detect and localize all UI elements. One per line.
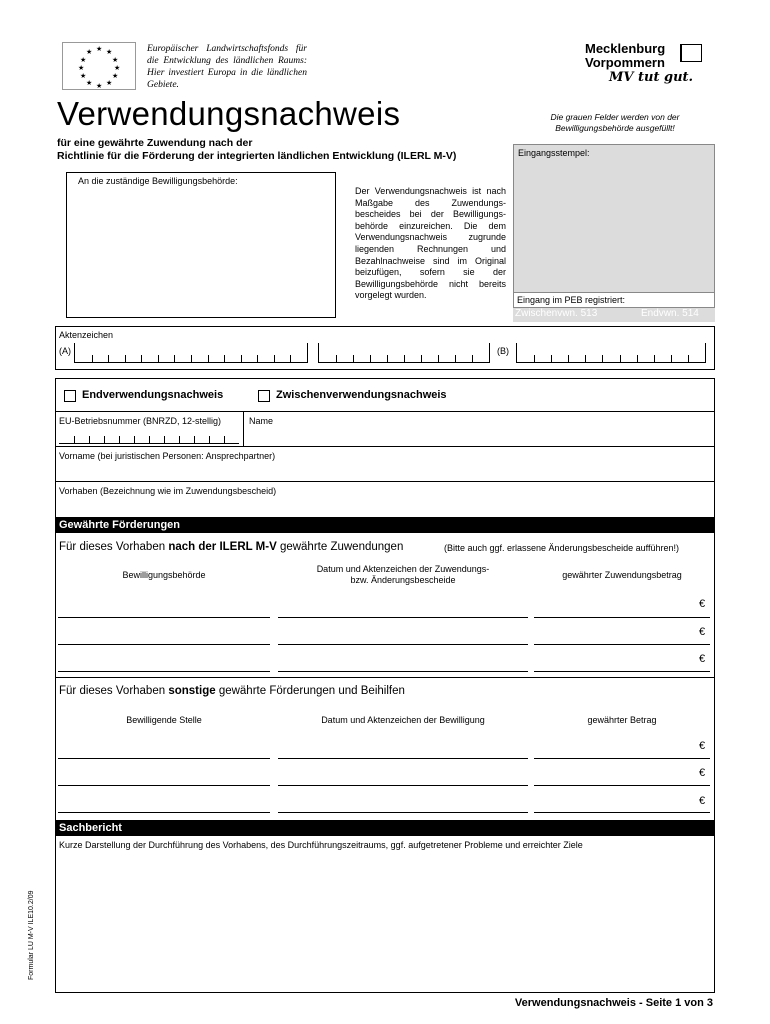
sonstige-heading-pre: Für dieses Vorhaben <box>59 685 169 697</box>
zwischen-checkbox[interactable] <box>258 390 270 402</box>
col-datum-line2: bzw. Änderungsbescheide <box>350 575 456 585</box>
foerderungen-section-bar: Gewährte Förderungen <box>55 517 715 533</box>
col-datum-bewilligung: Datum und Aktenzeichen der Bewilligung <box>321 715 485 725</box>
foerderung-row2-betrag[interactable] <box>534 624 710 644</box>
grey-fields-note <box>517 112 713 134</box>
sonstige-row3-datum[interactable] <box>278 792 528 812</box>
col-bewilligende-stelle: Bewilligende Stelle <box>126 715 202 725</box>
vorhaben-field[interactable] <box>59 497 709 515</box>
end-checkbox-label: Endverwendungsnachweis <box>82 389 224 401</box>
euro-sign: € <box>699 795 706 807</box>
foerderungen-heading <box>59 541 403 553</box>
divider <box>243 411 244 446</box>
grey-note-line1: Die grauen Felder werden von der <box>550 112 680 122</box>
mv-logo-line1: Mecklenburg <box>585 41 666 56</box>
foerderung-row3-betrag[interactable] <box>534 651 710 671</box>
col-bewilligungsbehoerde: Bewilligungsbehörde <box>122 570 206 580</box>
aktenzeichen-a-part2[interactable] <box>318 343 490 363</box>
sonstige-row3-stelle[interactable] <box>58 792 270 812</box>
sonstige-row2-stelle[interactable] <box>58 765 270 785</box>
mv-flag-icon <box>680 44 702 62</box>
page-title: Verwendungsnachweis <box>57 95 401 132</box>
page-subtitle <box>57 137 456 163</box>
euro-sign: € <box>699 598 706 610</box>
name-label: Name <box>249 416 274 426</box>
aktenzeichen-a-label: (A) <box>59 346 71 356</box>
sonstige-heading-post: gewährte Förderungen und Beihilfen <box>215 685 405 697</box>
euro-sign: € <box>699 626 706 638</box>
foerderungen-heading-bold: nach der ILERL M-V <box>168 541 277 553</box>
vorname-field[interactable] <box>59 462 709 480</box>
divider <box>55 677 715 678</box>
eu-flag-logo: ★ ★ ★ ★ ★ ★ ★ ★ ★ ★ ★ ★ <box>62 42 136 90</box>
foerderungen-heading-post: gewährte Zuwendungen <box>276 541 404 553</box>
euro-sign: € <box>699 653 706 665</box>
authority-address-field[interactable] <box>66 172 336 318</box>
code-end: Endvwn. 514 <box>641 308 699 319</box>
sachbericht-field[interactable] <box>59 854 711 988</box>
euro-sign: € <box>699 767 706 779</box>
page-footer: Verwendungsnachweis - Seite 1 von 3 <box>514 997 713 1009</box>
name-field[interactable] <box>249 428 709 444</box>
foerderung-row2-behoerde[interactable] <box>58 624 270 644</box>
vorhaben-label: Vorhaben (Bezeichnung wie im Zuwendungsbescheid) <box>59 486 277 496</box>
subtitle-line1: für eine gewährte Zuwendung nach der <box>57 137 253 149</box>
zwischen-checkbox-label: Zwischenverwendungsnachweis <box>276 389 447 401</box>
mv-slogan: MV tut gut. <box>609 70 694 85</box>
end-checkbox[interactable] <box>64 390 76 402</box>
divider <box>55 481 715 482</box>
foerderung-row2-datum[interactable] <box>278 624 528 644</box>
sonstige-row1-datum[interactable] <box>278 738 528 758</box>
sonstige-row1-stelle[interactable] <box>58 738 270 758</box>
col-betrag: gewährter Betrag <box>587 715 657 725</box>
authority-label: An die zuständige Bewilligungsbehörde: <box>78 176 238 186</box>
aktenzeichen-a-part1[interactable] <box>74 343 308 363</box>
vorname-label: Vorname (bei juristischen Personen: Ansprechpartner) <box>59 451 276 461</box>
col-zuwendungsbetrag: gewährter Zuwendungsbetrag <box>562 570 682 580</box>
sonstige-row3-betrag[interactable] <box>534 792 710 812</box>
sonstige-row2-datum[interactable] <box>278 765 528 785</box>
col-datum-line1: Datum und Aktenzeichen der Zuwendungs- <box>316 564 490 574</box>
foerderungen-heading-pre: Für dieses Vorhaben <box>59 541 169 553</box>
eu-fund-text: Europäischer Landwirtschaftsfonds für die Entwicklung des ländlichen Raums: Hier investiert Europa in die ländlichen Gebiete. <box>147 44 307 90</box>
code-zwischen: Zwischenvwn. 513 <box>515 308 598 319</box>
subtitle-line2: Richtlinie für die Förderung der integrierten ländlichen Entwicklung (ILERL M-V) <box>57 150 457 162</box>
grey-note-line2: Bewilligungsbehörde ausgefüllt! <box>555 123 675 133</box>
peb-codes <box>513 308 715 322</box>
bnrzd-label: EU-Betriebsnummer (BNRZD, 12-stellig) <box>59 416 222 426</box>
aktenzeichen-b-label: (B) <box>497 346 509 356</box>
sachbericht-section-bar: Sachbericht <box>55 820 715 836</box>
col-datum-aktenzeichen <box>278 564 528 586</box>
aktenzeichen-label: Aktenzeichen <box>59 330 114 340</box>
eingangsstempel-label: Eingangsstempel: <box>518 148 590 158</box>
aktenzeichen-b-field[interactable] <box>516 343 706 363</box>
sonstige-heading-bold: sonstige <box>168 685 216 697</box>
peb-registered-label: Eingang im PEB registriert: <box>517 295 626 305</box>
mv-logo <box>585 42 710 92</box>
foerderung-row1-behoerde[interactable] <box>58 597 270 617</box>
foerderung-row3-behoerde[interactable] <box>58 651 270 671</box>
sonstige-row1-betrag[interactable] <box>534 738 710 758</box>
divider <box>55 411 715 412</box>
sonstige-heading <box>59 685 405 697</box>
instructions-text: Der Verwendungsnachweis ist nach Maßgabe des Zuwendungsbescheides bei der Bewilligungsbehörde einzureichen. Die dem Verwendungsnachweis zugrunde liegenden Rechnungen und Bezahlnachweise sind im Original beizufügen, sofern sie der Bewilligungsbehörde nicht bereits vorgelegt wurden. <box>355 186 506 301</box>
sonstige-row2-betrag[interactable] <box>534 765 710 785</box>
euro-sign: € <box>699 740 706 752</box>
foerderung-row1-betrag[interactable] <box>534 597 710 617</box>
foerderungen-note: (Bitte auch ggf. erlassene Änderungsbescheide aufführen!) <box>444 543 679 553</box>
bnrzd-field[interactable] <box>59 432 239 444</box>
form-id: Formular LU M-V ILE10.2/09 <box>28 890 35 980</box>
mv-logo-line2: Vorpommern <box>585 55 665 70</box>
foerderung-row3-datum[interactable] <box>278 651 528 671</box>
divider <box>55 446 715 447</box>
foerderung-row1-datum[interactable] <box>278 597 528 617</box>
sachbericht-description: Kurze Darstellung der Durchführung des Vorhabens, des Durchführungszeitraums, ggf. aufgetretener Probleme und erreichter Ziele <box>59 840 583 850</box>
